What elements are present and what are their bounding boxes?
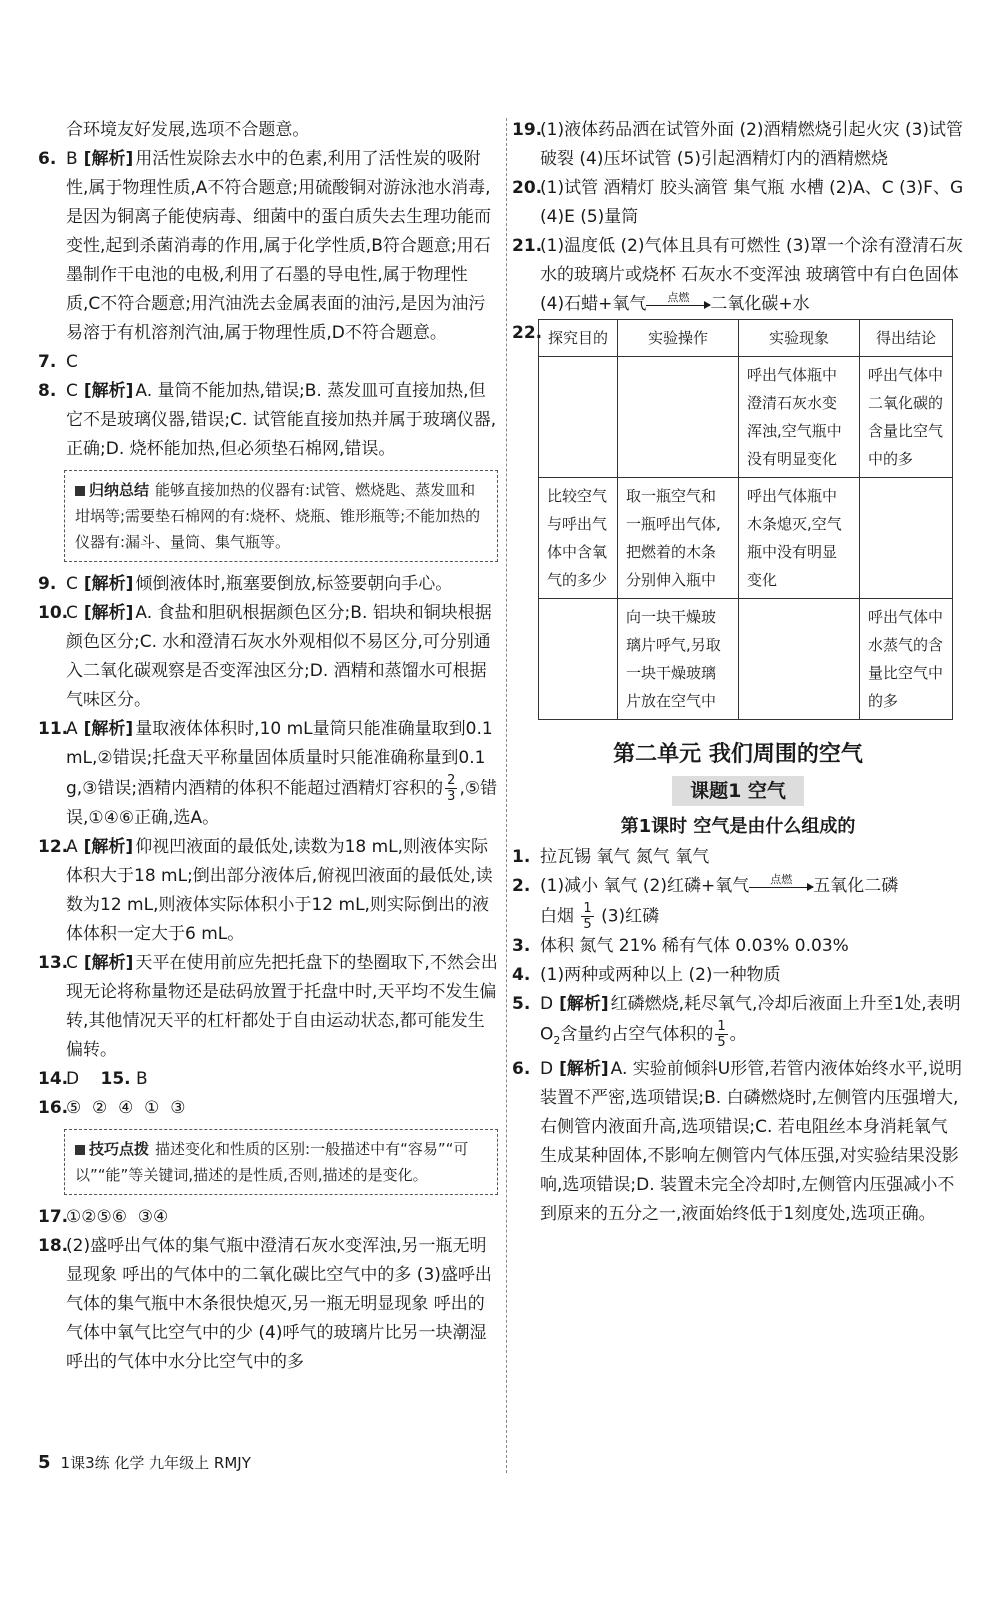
header-phenomenon: 实验现象 (739, 320, 860, 357)
question-21-equation: (4)石蜡+氧气 点燃 二氧化碳+水 (540, 291, 810, 314)
left-column (38, 116, 498, 1377)
part-question-1: 1. 拉瓦锡 氧气 氮气 氧气 (512, 847, 710, 867)
lesson-title: 课题1 空气 (512, 776, 964, 807)
question-21: 21. (1)温度低 (2)气体且具有可燃性 (3)罩一个涂有澄清石灰水的玻璃片或烧杯 石灰水不变浑浊 玻璃管中有白色固体 (512, 236, 964, 285)
page-number: 5 (38, 1452, 51, 1473)
tip-label: 技巧点拨 (75, 1140, 149, 1158)
question-10: 10. C [解析] A. 食盐和胆矾根据颜色区分;B. 铝块和铜块根据颜色区分;C. 水和澄清石灰水外观相似不易区分,可分别通入二氧化碳观察是否变浑浊区分;D. 酒精和蒸馏水可根据气味区分。 (38, 603, 492, 710)
table-row: 呼出气体瓶中澄清石灰水变浑浊,空气瓶中没有明显变化 呼出气体中二氧化碳的含量比空气中的多 (539, 357, 953, 478)
table-row: 比较空气与呼出气体中含氧气的多少 取一瓶空气和一瓶呼出气体,把燃着的木条分别伸入瓶中 呼出气体瓶中木条熄灭,空气瓶中没有明显变化 (539, 478, 953, 599)
period-title: 第1课时 空气是由什么组成的 (620, 816, 856, 837)
header-purpose: 探究目的 (539, 320, 618, 357)
part-question-4: 4. (1)两种或两种以上 (2)一种物质 (512, 965, 781, 985)
fraction: $\frac{1}{5}$ (583, 901, 592, 932)
question-20: 20. (1)试管 酒精灯 胶头滴管 集气瓶 水槽 (2)A、C (3)F、G (4)E (5)量筒 (512, 178, 964, 227)
fraction: $\frac{2}{3}$ (447, 773, 456, 804)
continuation-line: 合环境友好发展,选项不合题意。 (66, 120, 310, 140)
question-8: 8. C [解析] A. 量筒不能加热,错误;B. 蒸发皿可直接加热,但它不是玻璃仪器,错误;C. 试管能直接加热并属于玻璃仪器,正确;D. 烧杯能加热,但必须垫石棉网,错误。 (38, 381, 497, 459)
table-header-row (539, 320, 953, 357)
summary-label: 归纳总结 (75, 481, 149, 499)
book-info: 1课3练 化学 九年级上 RMJY (60, 1454, 251, 1472)
header-operation: 实验操作 (618, 320, 739, 357)
summary-box: 归纳总结 能够直接加热的仪器有:试管、燃烧匙、蒸发皿和坩埚等;需要垫石棉网的有:烧杯、烧瓶、锥形瓶等;不能加热的仪器有:漏斗、量筒、集气瓶等。 (64, 470, 498, 562)
question-12: 12. A [解析] 仰视凹液面的最低处,读数为18 mL,则液体实际体积大于18 mL;倒出部分液体后,俯视凹液面的最低处,读数为12 mL,则液体实际体积小于12 mL,则实际倒出的液体体积一定大于6 mL。 (38, 837, 493, 944)
page-footer (38, 1448, 251, 1478)
question-7: 7. C (38, 352, 78, 372)
part-question-6: 6. D [解析] A. 实验前倾斜U形管,若管内液体始终水平,说明装置不严密,选项错误;B. 白磷燃烧时,左侧管内压强增大,右侧管内液面升高,选项错误;C. 若电阻丝本身消耗氧气生成某种固体,不影响左侧管内气体压强,对实验结果没影响,选项错误;D. 装置未完全冷却时,左侧管内压强减小不到原来的五分之一,液面始终低于1刻度处,选项正确。 (512, 1058, 963, 1224)
unit-title: 第二单元 我们周围的空气 (613, 742, 863, 767)
part-question-2: 2. (1)减小 氧气 (2)红磷+氧气 点燃 五氧化二磷 白烟 $\frac{1}{5}$ (3)红磷 (512, 873, 899, 932)
part-question-3: 3. 体积 氮气 21% 稀有气体 0.03% 0.03% (512, 936, 849, 956)
question-6: 6. B [解析] 用活性炭除去水中的色素,利用了活性炭的吸附性,属于物理性质,A不符合题意;用硫酸铜对游泳池水消毒,是因为铜离子能使病毒、细菌中的蛋白质失去生理功能而变性,起到杀菌消毒的作用,属于化学性质,B符合题意;用石墨制作干电池的电极,利用了石墨的导电性,属于物理性质,C不符合题意;用汽油洗去金属表面的油污,是因为油污易溶于有机溶剂汽油,属于物理性质,D不符合题意。 (38, 149, 491, 343)
question-9: 9. C [解析] 倾倒液体时,瓶塞要倒放,标签要朝向手心。 (38, 574, 453, 594)
table-row: 向一块干燥玻璃片呼气,另取一块干燥玻璃片放在空气中 呼出气体中水蒸气的含量比空气中的多 (539, 599, 953, 720)
question-18: 18. (2)盛呼出气体的集气瓶中澄清石灰水变浑浊,另一瓶无明显现象 呼出的气体中的二氧化碳比空气中的多 (3)盛呼出气体的集气瓶中木条很快熄灭,另一瓶无明显现象 呼出的气体中氧气比空气中的少 (4)呼气的玻璃片比另一块潮湿 呼出的气体中水分比空气中的多 (38, 1236, 492, 1372)
header-conclusion: 得出结论 (860, 320, 953, 357)
experiment-table (538, 319, 953, 720)
question-13: 13. C [解析] 天平在使用前应先把托盘下的垫圈取下,不然会出现无论将称量物还是砝码放置于托盘中时,天平均不发生偏转,其他情况天平的杠杆都处于自由运动状态,都可能发生偏转。 (38, 953, 498, 1060)
tip-box: 技巧点拨 描述变化和性质的区别:一般描述中有“容易”“可以”“能”等关键词,描述的是性质,否则,描述的是变化。 (64, 1129, 498, 1195)
question-11: 11. A [解析] 量取液体体积时,10 mL量筒只能准确量取到0.1 mL,②错误;托盘天平称量固体质量时只能准确称量到0.1 g,③错误;酒精内酒精的体积不能超过酒精灯容积的 $\frac{2}{3}$ ,⑤错误,①④⑥正确,选A。 (38, 719, 498, 828)
question-19: 19. (1)液体药品洒在试管外面 (2)酒精燃烧引起火灾 (3)试管破裂 (4)压坏试管 (5)引起酒精灯内的酒精燃烧 (512, 120, 964, 169)
right-column (512, 116, 964, 1229)
question-14-15: 14. D 15. B (38, 1069, 148, 1089)
reaction-arrow: 点燃 (646, 292, 710, 316)
fraction: $\frac{1}{5}$ (717, 1019, 726, 1050)
question-17: 17. ①②⑤⑥ ③④ (38, 1207, 169, 1227)
reaction-arrow: 点燃 (749, 874, 813, 898)
question-22: 22. 探究目的 实验操作 实验现象 得出结论 呼出气体瓶中澄清石灰水变浑浊,空气瓶中没有明显变化 呼出气体中二氧化碳的含量比空气中的多 比较空气与呼出气体中含氧气的多少 取一瓶空气和一瓶呼出气体,把燃着的木条分别伸入瓶中 呼出气体瓶中木条熄灭,空气瓶中没有明显变化 向一块干燥玻璃片呼气,另取一块干燥玻璃片放在空气中 呼出气体中水蒸气的含量比空气中的多 (512, 319, 964, 720)
question-16: 16. ⑤ ② ④ ① ③ (38, 1098, 186, 1118)
part-question-5: 5. D [解析] 红磷燃烧,耗尽氧气,冷却后液面上升至1处,表明$O_2$含量约占空气体积的 $\frac{1}{5}$ 。 (512, 994, 961, 1050)
column-divider (506, 118, 507, 1473)
